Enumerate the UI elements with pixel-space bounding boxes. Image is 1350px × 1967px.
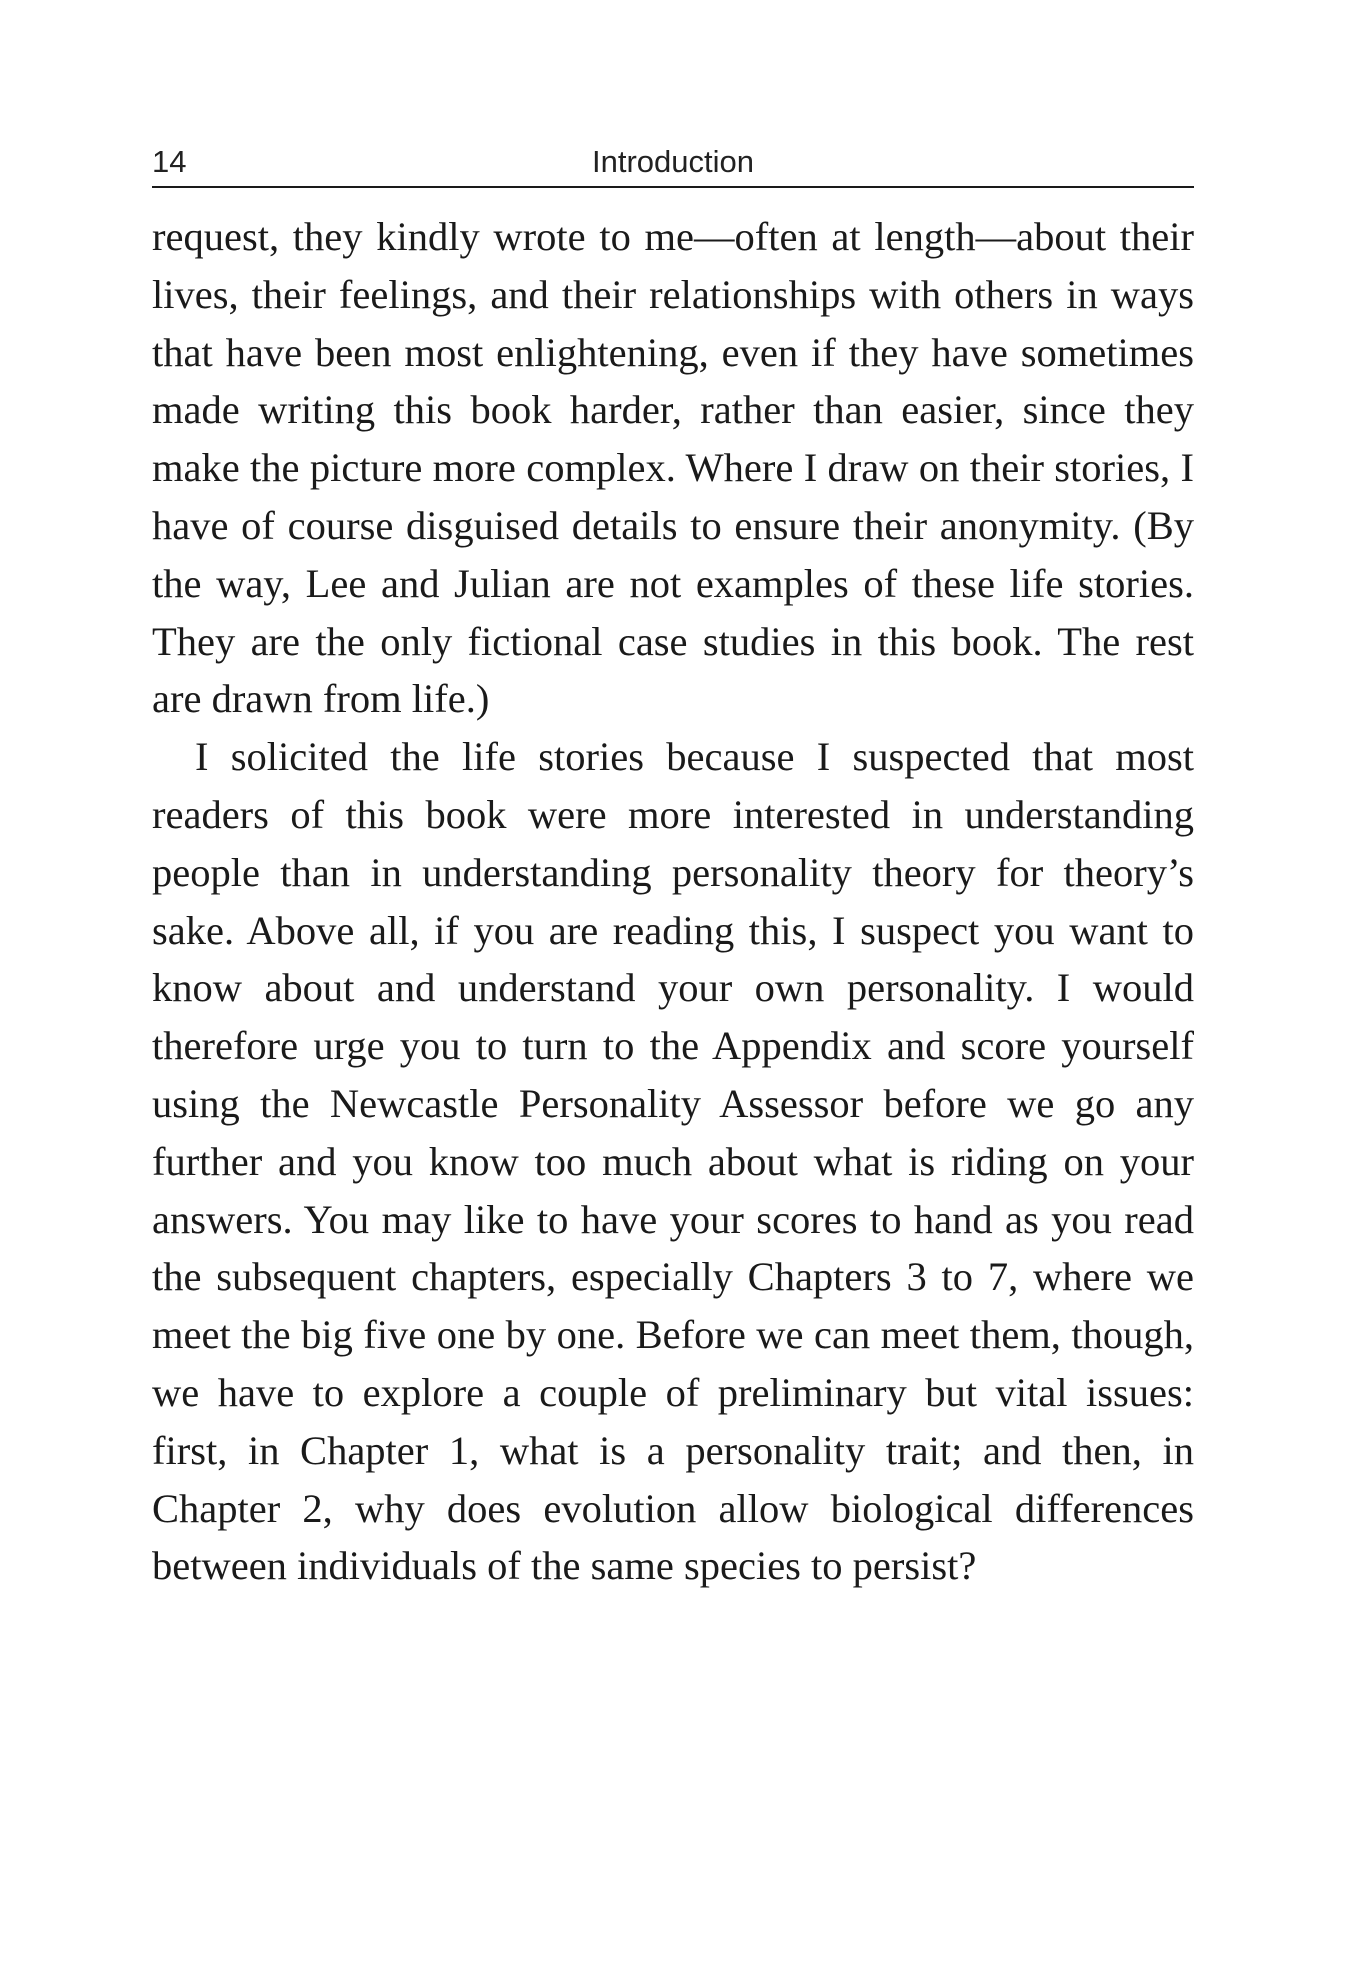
body-text (152, 208, 1194, 1595)
paragraph-life-stories: I solicited the life stories because I suspected that most readers of this book were more interested in understanding people than in understanding personality theory for theory’s sake. Above all, if you are reading this, I suspect you want to know about and understand your own personality. I would therefore urge you to turn to the Appendix and score yourself using the Newcastle Personality Assessor before we go any further and you know too much about what is riding on your answers. You may like to have your scores to hand as you read the subsequent chapters, especially Chapters 3 to 7, where we meet the big five one by one. Before we can meet them, though, we have to explore a couple of preliminary but vital issues: first, in Chapter 1, what is a personality trait; and then, in Chapter 2, why does evolution allow biological differences between individuals of the same species to persist? (152, 734, 1194, 1589)
book-page (152, 140, 1194, 1595)
running-head (152, 140, 1194, 188)
page-number: 14 (152, 144, 187, 179)
running-title: Introduction (592, 144, 754, 179)
paragraph-continued: request, they kindly wrote to me—often at length—about their lives, their feelings, and their relationships with others in ways that have been most enlightening, even if they have sometimes made writing this book harder, rather than easier, since they make the picture more complex. Where I draw on their stories, I have of course disguised details to ensure their anonymity. (By the way, Lee and Julian are not examples of these life stories. They are the only fictional case studies in this book. The rest are drawn from life.) (152, 214, 1194, 722)
